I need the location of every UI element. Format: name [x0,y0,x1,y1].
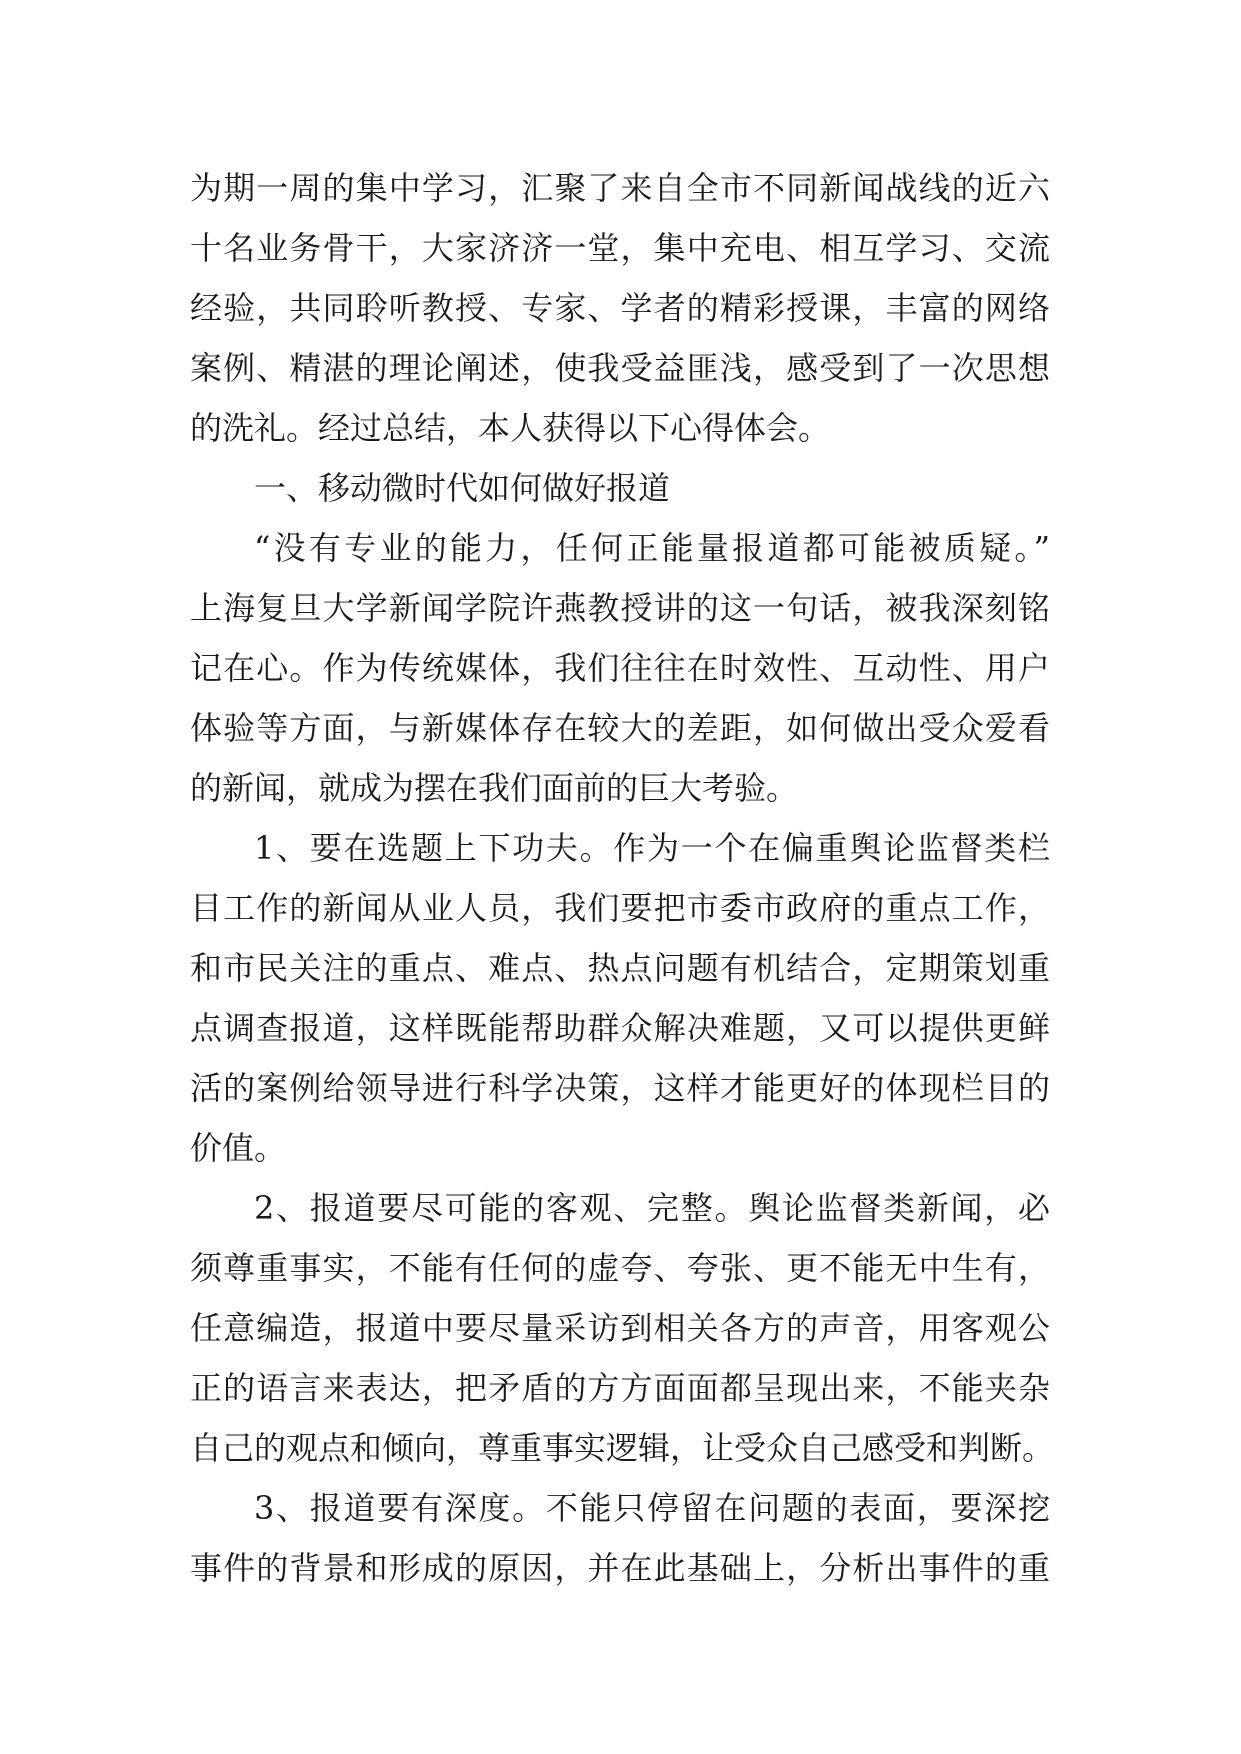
body-line: 经验，共同聆听教授、专家、学者的精彩授课，丰富的网络 [190,289,1050,327]
document-body [190,158,1055,1598]
body-line: 目工作的新闻从业人员，我们要把市委市政府的重点工作， [190,889,1050,927]
body-line: 活的案例给领导进行科学决策，这样才能更好的体现栏目的 [190,1069,1050,1107]
quote-line: “没有专业的能力，任何正能量报道都可能被质疑。” [254,529,1050,567]
body-line: 记在心。作为传统媒体，我们往往在时效性、互动性、用户 [190,649,1050,687]
body-line: 的新闻，就成为摆在我们面前的巨大考验。 [190,769,799,807]
body-line: 十名业务骨干，大家济济一堂，集中充电、相互学习、交流 [190,229,1050,267]
body-line: 案例、精湛的理论阐述，使我受益匪浅，感受到了一次思想 [190,349,1050,387]
body-line: 的洗礼。经过总结，本人获得以下心得体会。 [190,409,831,447]
body-line: 价值。 [190,1129,287,1167]
body-line: 上海复旦大学新闻学院许燕教授讲的这一句话，被我深刻铭 [190,589,1050,627]
body-line: 事件的背景和形成的原因，并在此基础上，分析出事件的重 [190,1549,1050,1587]
body-line: 正的语言来表达，把矛盾的方方面面都呈现出来，不能夹杂 [190,1369,1050,1407]
body-line: 点调查报道，这样既能帮助群众解决难题，又可以提供更鲜 [190,1009,1050,1047]
body-line: 任意编造，报道中要尽量采访到相关各方的声音，用客观公 [190,1309,1050,1347]
body-line: 体验等方面，与新媒体存在较大的差距，如何做出受众爱看 [190,709,1050,747]
body-line: 和市民关注的重点、难点、热点问题有机结合，定期策划重 [190,949,1050,987]
list-item-line: 2、报道要尽可能的客观、完整。舆论监督类新闻，必 [254,1189,1050,1227]
body-line: 自己的观点和倾向，尊重事实逻辑，让受众自己感受和判断。 [190,1429,1055,1467]
list-item-line: 3、报道要有深度。不能只停留在问题的表面，要深挖 [254,1489,1050,1527]
section-heading: 一、移动微时代如何做好报道 [254,469,671,507]
body-line: 须尊重事实，不能有任何的虚夸、夸张、更不能无中生有， [190,1249,1050,1287]
list-item-line: 1、要在选题上下功夫。作为一个在偏重舆论监督类栏 [254,829,1050,867]
body-line: 为期一周的集中学习，汇聚了来自全市不同新闻战线的近六 [190,169,1050,207]
